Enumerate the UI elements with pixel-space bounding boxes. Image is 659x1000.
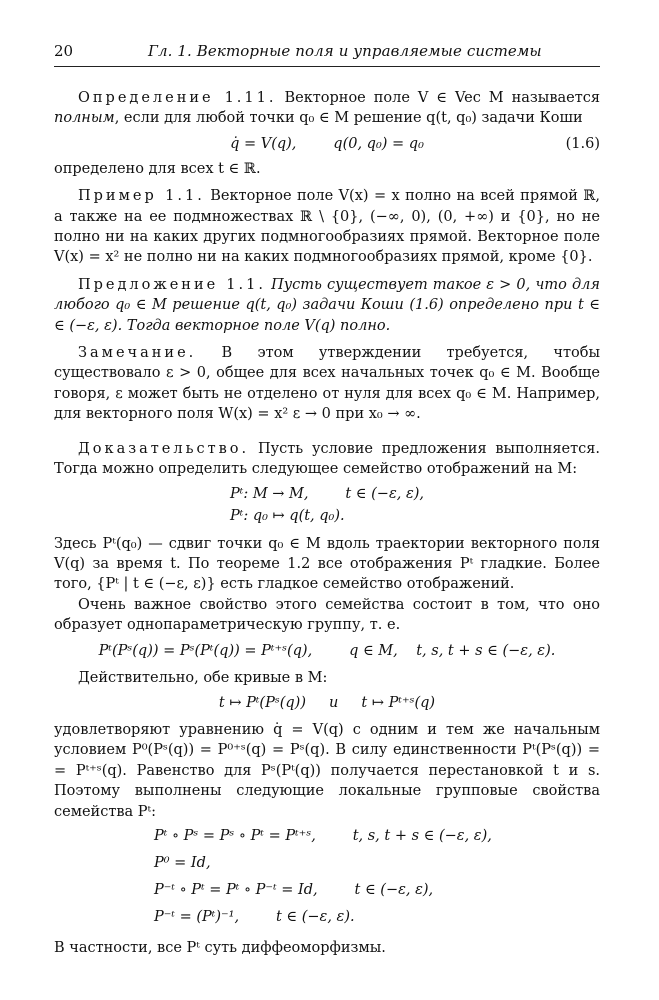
flow-maps [230, 484, 600, 528]
group-equation [54, 636, 600, 668]
proposition-paragraph [54, 275, 600, 336]
definition-label: Определение 1.11. [78, 90, 277, 106]
curves-equation [54, 688, 600, 720]
curves: t ↦ Pᵗ(Pˢ(q)) и t ↦ Pᵗ⁺ˢ(q) [218, 694, 436, 711]
equation-tag: (1.6) [565, 135, 600, 152]
remark-label: Замечание. [78, 345, 197, 362]
definition-term: полным [54, 110, 115, 127]
page-header [54, 42, 600, 64]
definition-text-1: Векторное поле V ∈ Vec M называется [284, 90, 601, 106]
equation-1-6 [54, 129, 600, 159]
book-page [54, 42, 601, 956]
proof-para-2: Очень важное свойство этого семейства состоит в том, что оно образует однопараметрическую группу, т. е. [54, 596, 600, 634]
remark-paragraph [54, 343, 600, 425]
example-paragraph [54, 186, 600, 268]
flow-map-1: Pᵗ: M → M, t ∈ (−ε, ε), [230, 485, 425, 502]
proof-text: Пусть условие предложения выполняется. Тогда можно определить следующее семейство отображений на M: [54, 440, 600, 478]
definition-text-2: , если для любой точки q₀ ∈ M решение q(t, q₀) задачи Коши [114, 110, 583, 127]
proof-para-3: Действительно, обе кривые в M: [78, 669, 328, 686]
proof-final: В частности, все Pᵗ суть диффеоморфизмы. [54, 939, 386, 956]
group-law: Pᵗ(Pˢ(q)) = Pˢ(Pᵗ(q)) = Pᵗ⁺ˢ(q), q ∈ M, t, s, t + s ∈ (−ε, ε). [98, 642, 556, 659]
proof-para-1: Здесь Pᵗ(q₀) — сдвиг точки q₀ ∈ M вдоль траектории векторного поля V(q) за время t. По теореме 1.2 все отображения Pᵗ гладкие. Более того, {Pᵗ | t ∈ (−ε, ε)} есть гладкое семейство отображений. [54, 535, 600, 593]
group-property-3: P⁻ᵗ ∘ Pᵗ = Pᵗ ∘ P⁻ᵗ = Id, t ∈ (−ε, ε), [154, 881, 434, 898]
example-label: Пример 1.1. [78, 188, 205, 205]
cauchy-equation: q̇ = V(q), q(0, q₀) = q₀ [230, 135, 424, 152]
running-title: Гл. 1. Векторные поля и управляемые системы [148, 42, 542, 60]
definition-after: определено для всех t ∈ ℝ. [54, 160, 261, 177]
page-number: 20 [54, 42, 74, 60]
proof-paragraph [54, 439, 600, 480]
remark-text: В этом утверждении требуется, чтобы существовало ε > 0, общее для всех начальных точек q₀ ∈ M. Вообще говоря, ε может быть не отделено от нуля для всех q₀ ∈ M. Например, для векторного поля W(x) = x² ε → 0 при x₀ → ∞. [54, 345, 600, 423]
proof-label: Доказательство. [78, 440, 250, 457]
proof-para-4: удовлетворяют уравнению q̇ = V(q) с одним и тем же начальным условием P⁰(Pˢ(q)) = P⁰⁺ˢ(q) = Pˢ(q). В силу единственности Pᵗ(Pˢ(q)) = = Pᵗ⁺ˢ(q). Равенство для Pˢ(Pᵗ(q)) получается перестановкой t и s. Поэтому выполнены следующие локальные групповые свойства семейства Pᵗ: [54, 721, 600, 820]
example-text: Векторное поле V(x) = x полно на всей прямой ℝ, а также на ее подмножествах ℝ \ {0}, (−∞, 0), (0, +∞) и {0}, но не полно ни на каких других подмногообразиях прямой. Векторное поле V(x) = x² не полно ни на каких подмногообразиях прямой, кроме {0}. [54, 188, 601, 266]
group-property-1: Pᵗ ∘ Pˢ = Pˢ ∘ Pᵗ = Pᵗ⁺ˢ, t, s, t + s ∈ (−ε, ε), [154, 827, 492, 844]
group-property-4: P⁻ᵗ = (Pᵗ)⁻¹, t ∈ (−ε, ε). [154, 908, 355, 925]
header-rule [54, 66, 600, 67]
definition-paragraph [54, 88, 600, 129]
proposition-text: Пусть существует такое ε > 0, что для любого q₀ ∈ M решение q(t, q₀) задачи Коши (1.6) определено при t ∈ ∈ (−ε, ε). Тогда векторное поле V(q) полно. [54, 276, 600, 334]
group-properties [154, 826, 600, 934]
flow-map-2: Pᵗ: q₀ ↦ q(t, q₀). [230, 507, 345, 524]
page-body [54, 88, 600, 958]
proposition-label: Предложение 1.1. [78, 276, 266, 293]
group-property-2: P⁰ = Id, [154, 854, 211, 871]
